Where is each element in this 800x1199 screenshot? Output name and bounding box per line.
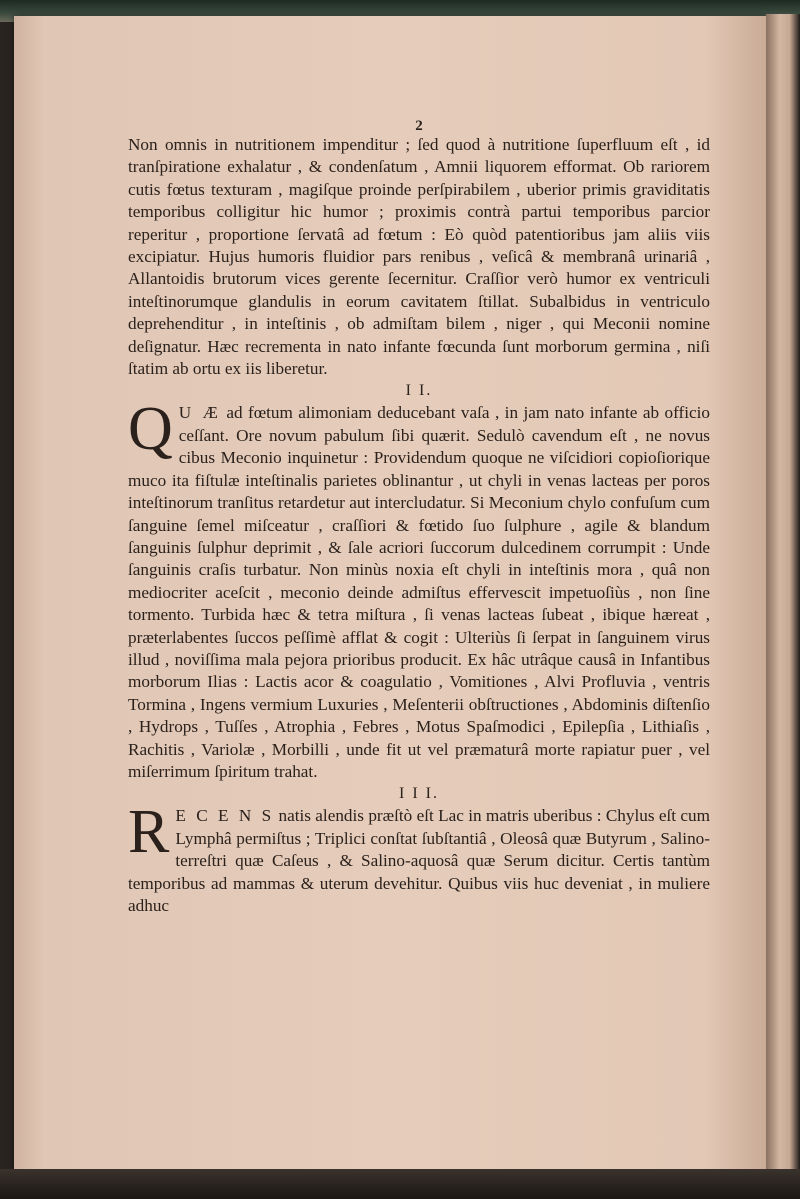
paragraph-3-text: natis alendis præſtò eſt Lac in matris uberibus : Chylus eſt cum Lymphâ permiſtus ; Triplici conſtat ſubſtantiâ , Oleosâ quæ Butyrum , Salino-terreſtri quæ Caſeus , & Salino-aquosâ quæ Serum dicitur. Certis tantùm temporibus ad mammas & uterum devehitur. Quibus viis huc deveniat , in muliere adhuc — [128, 806, 710, 915]
page-gutter — [766, 14, 800, 1199]
paragraph-1: Non omnis in nutritionem impenditur ; ſed quod à nutritione ſuperfluum eſt , id tranſpiratione exhalatur , & condenſatum , Amnii liquorem efformat. Ob rariorem cutis fœtus texturam , magiſque proinde perſpirabilem , uberior primis graviditatis temporibus colligitur hic humor ; proximis contrà partui temporibus parcior reperitur , proportione ſervatâ ad fœtum : Eò quòd patentioribus jam aliis viis excipiatur. Hujus humoris fluidior pars renibus , veſicâ & membranâ urinariâ , Allantoidis brutorum vices gerente ſecernitur. Craſſior verò humor ex ventriculi inteſtinorumque glandulis in eorum cavitatem ſtillat. Subalbidus in ventriculo deprehenditur , in inteſtinis , ob admiſtam bilem , niger , qui Meconii nomine deſignatur. Hæc recrementa in nato infante fœcunda ſunt morborum germina , niſi ſtatim ab ortu ex iis liberetur. — [128, 135, 710, 379]
page-number: 2 — [415, 118, 423, 134]
paragraph-2 — [128, 395, 710, 783]
lead-words-3: E C E N S — [175, 806, 275, 826]
dropcap-r: R — [128, 798, 170, 867]
section-heading-3: I I I. — [399, 785, 439, 803]
page-bottom-edge — [0, 1169, 800, 1199]
lead-words-2: U Æ — [178, 403, 221, 423]
paragraph-2-text: ad fœtum alimoniam deducebant vaſa , in jam nato infante ab officio ceſſant. Ore novum pabulum ſibi quærit. Sedulò cavendum eſt , ne novus cibus Meconio inquinetur : Providendum quoque ne viſcidiori copioſiorique muco ita fiſtulæ inteſtinalis parietes oblinantur , ut chyli in venas lacteas per poros inteſtinorum tranſitus retardetur aut intercludatur. Si Meconium chylo confuſum cum ſanguine ſemel miſceatur , craſſiori & fœtido ſuo ſulphure , agile & blandum ſanguinis ſulphur deprimit , & ſale acriori ſuccorum dulcedinem corrumpit : Unde ſanguinis craſis turbatur. Non minùs noxia eſt chyli in inteſtinis mora , quâ non mediocriter aceſcit , meconio deinde admiſtus effervescit impetuoſiùs , non ſine tormento. Turbida hæc & tetra miſtura , ſi venas lacteas ſubeat , ibique hæreat , præterlabentes ſuccos peſſimè afflat & cogit : Ulteriùs ſi ſerpat in ſanguinem virus illud , noviſſima mala pejora prioribus producit. Ex hâc utrâque causâ in Infantibus morborum Ilias : Lactis acor & coagulatio , Vomitiones , Alvi Profluvia , ventris Tormina , Ingens vermium Luxuries , Meſenterii obſtructiones , Abdominis diſtenſio , Hydrops , Tuſſes , Atrophia , Febres , Motus Spaſmodici , Epilepſia , Lithiaſis , Rachitis , Variolæ , Morbilli , unde fit ut vel præmaturâ morte rapiatur puer , vel miſerrimum ſpiritum trahat. — [128, 403, 710, 781]
paragraph-3 — [128, 798, 710, 917]
page-text — [128, 118, 710, 917]
dropcap-q: Q — [128, 395, 173, 464]
section-heading-2: I I. — [405, 382, 433, 400]
